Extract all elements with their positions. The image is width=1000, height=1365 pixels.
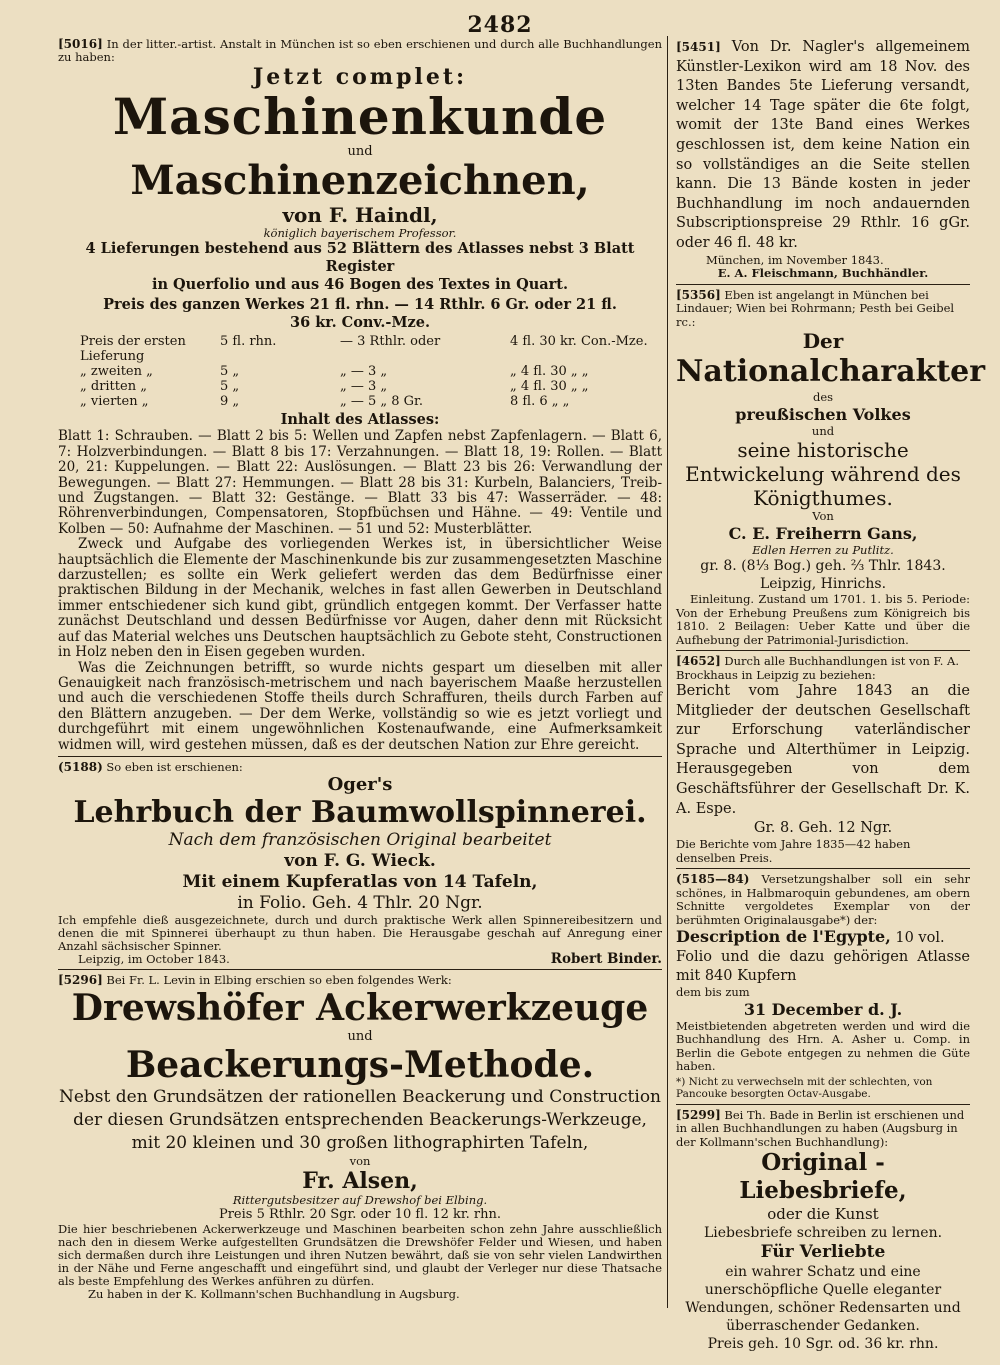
ad-title-2: Maschinenzeichnen, [130,157,590,205]
ad-subtitle-2: Liebesbriefe schreiben zu lernen. [703,1225,943,1242]
ad-place: München, im November 1843. [706,252,884,267]
ad-und: und [347,144,373,159]
ad-intro [58,761,662,774]
ad-author-role: Edlen Herren zu Putlitz. [752,542,894,557]
ad-baumwollspinnerei [58,761,662,966]
ad-intro-text: So eben ist erschienen: [106,759,243,774]
ad-price-total-2: 36 kr. Conv.-Mze. [289,314,431,332]
ad-paragraph-2: Was die Zeichnungen betrifft, so wurde nichts gespart um dieselben mit aller Genauigkeit nach französisch-metrischem und nach bayerischem Maaße herzustellen und auch die verschiedenen Stoffe theils durch Schraffuren, theils durch Farben auf den Blättern anzugeben. — Der dem Werke, vollständig so wie es jetzt vorliegt und durchgeführt mit einem ungewöhnlichen Kostenaufwande, eine Aufmerksamkeit widmen will, wird gestehen müssen, daß es der deutschen Nation zur Ehre gereicht. [58,659,662,753]
ad-divider [58,756,662,757]
ad-desc-title: Description de l'Egypte, [676,927,891,947]
ad-signer: E. A. Fleischmann, Buchhändler. [717,266,929,281]
ad-subtitle: seine historische Entwickelung während des Königthumes. [685,438,961,511]
ad-ref: [5356] [676,287,721,302]
ad-text-3: dem bis zum [676,985,750,1000]
ad-desc-vol: 10 vol. [895,930,945,947]
price-row [80,334,662,364]
ad-intro [676,655,970,682]
ad-signature-row [58,950,662,967]
price-cell: 9 „ [220,394,240,410]
ad-text: Bericht vom Jahre 1843 an die Mitglieder der deutschen Gesellschaft zur Erforschung vaterländischer Sprache und Alterthümer in Leipzig. Herausgegeben von dem Geschäftsführer der Gesellschaft Dr. K. A. Espe. [676,683,970,817]
price-row [80,379,662,394]
ad-intro [676,1109,970,1150]
ad-title: Maschinenkunde [112,87,608,146]
ad-subtitle-1: oder die Kunst [767,1205,879,1224]
ad-title: Lehrbuch der Baumwollspinnerei. [73,794,647,830]
ad-maschinenkunde [58,38,662,753]
column-divider [667,36,668,1308]
ad-footnote: *) Nicht zu verwechseln mit der schlechten, von Pancouke besorgten Octav-Ausgabe. [676,1075,933,1101]
price-cell: „ — 3 „ [340,364,388,380]
ad-ref: [5451] [676,40,721,54]
ad-text [676,873,970,927]
page-number: 2482 [467,12,533,38]
ad-divider [676,1104,970,1105]
ad-pub-1: gr. 8. (8⅓ Bog.) geh. ⅔ Thlr. 1843. [700,558,946,575]
ad-ackerwerkzeuge [58,974,662,1301]
ad-author: von F. Haindl, [282,203,438,228]
ad-intro [676,289,970,330]
ad-von: von [349,1154,371,1169]
ad-text: ein wahrer Schatz und eine unerschöpfliche Quelle eleganter Wendungen, schöner Redensarten und überraschender Gedanken. [685,1264,961,1335]
price-cell: 5 „ [220,379,240,395]
ad-ref: [4652] [676,654,721,669]
ad-detail-1: 4 Lieferungen bestehend aus 52 Blättern des Atlasses nebst 3 Blatt Register [85,240,635,276]
price-cell: „ 4 fl. 30 „ „ [510,379,589,395]
ad-intro-text: Durch alle Buchhandlungen ist von F. A. Brockhaus in Leipzig zu beziehen: [676,654,959,682]
ad-und: und [347,1028,373,1044]
price-cell: 5 „ [220,364,240,380]
price-cell: Preis der ersten Lieferung [80,334,186,365]
ad-subtitle: Nebst den Grundsätzen der rationellen Beackerung und Construction der diesen Grundsätzen entsprechenden Beackerungs-Werkzeuge, mit 20 kleinen und 30 großen lithographirten Tafeln, [58,1087,661,1154]
ad-volk: preußischen Volkes [735,404,911,424]
ad-text-body: Von Dr. Nagler's allgemeinem Künstler-Lexikon wird am 18 Nov. des 13ten Bandes 5te Lieferung versandt, welcher 14 Tage später die 6te folgt, womit der 13te Band eines Werkes geschlossen ist, dem keine Nation ein so vollständiges an die Seite stellen kann. Die 13 Bände kosten in jeder Buchhandlung im noch andauernden Subscriptionspreise 29 Rthlr. 16 gGr. oder 46 fl. 48 kr. [676,39,970,251]
ad-note: Ich empfehle dieß ausgezeichnete, durch und durch praktische Werk allen Spinnereibesitzern und denen die mit Spinnerei überhaupt zu thun haben. Die Herausgabe geschah auf Anregung einer Anzahl sächsischer Spinner. [58,912,662,953]
ad-liebesbriefe [676,1109,970,1354]
ad-des: des [812,390,834,405]
ad-author: Oger's [327,773,393,795]
left-column [58,38,662,1301]
ad-pub-2: Leipzig, Hinrichs. [759,576,887,593]
price-cell: „ — 5 „ 8 Gr. [340,394,423,410]
right-column [676,38,986,1353]
price-row [80,394,662,409]
ad-title: Nationalcharakter [676,354,986,390]
price-cell: 4 fl. 30 kr. Con.-Mze. [510,334,648,350]
ad-description-egypte [676,873,970,1101]
ad-author: C. E. Freiherrn Gans, [728,523,918,543]
price-cell: „ dritten „ [80,379,147,395]
price-cell: 5 fl. rhn. [220,334,277,350]
price-cell: „ vierten „ [80,394,149,410]
ad-intro [58,38,662,64]
ad-intro-text: Bei Th. Bade in Berlin ist erschienen und in allen Buchhandlungen zu haben (Augsburg in der Kollmann'schen Buchhandlung): [676,1107,965,1149]
ad-signer: Robert Binder. [550,950,662,967]
ad-date: 31 December d. J. [743,999,903,1019]
ad-text [676,38,970,254]
ad-text-4: Meistbietenden abgetreten werden und wird die Buchhandlung des Hrn. A. Asher u. Comp. in Berlin die Gebote entgegen zu nehmen die Güte haben. [676,1018,970,1074]
price-cell: 8 fl. 6 „ „ [510,394,570,410]
ad-subtitle-3: Für Verliebte [760,1242,886,1263]
ad-text-body: Versetzungshalber soll ein sehr schönes, in Halbmaroquin gebundenes, am obern Schnitte vergoldetes Exemplar von der berühmten Originalausgabe*) der: [676,872,970,927]
ad-title: Drewshöfer Ackerwerkzeuge [71,986,649,1029]
ad-der: Der [802,329,844,354]
ad-price-total-1: Preis des ganzen Werkes 21 fl. rhn. — 14 Rthlr. 6 Gr. oder 21 fl. [103,296,617,314]
ad-subtitle-1: Nach dem französischen Original bearbeitet [168,829,552,850]
ad-paragraph-1: Zweck und Aufgabe des vorliegenden Werkes ist, in übersichtlicher Weise hauptsächlich die Elemente der Maschinenkunde bis zur zusammengesetzten Maschine darzustellen; es sollte ein Werk geliefert werden das dem Bedürfnisse einer praktischen Bildung in der Mechanik, welches in fast allen Gewerben in Deutschland immer entschiedener sich kund gibt, gründlich entgegen kommt. Der Verfasser hatte zunächst Deutschland und dessen Bedürfnisse vor Augen, daher denn mit Rücksicht auf das Material welches uns Deutschen hauptsächlich zu Gebote steht, Constructionen in Holz neben den in Eisen gegeben wurden. [58,536,662,661]
ad-price: Preis geh. 10 Sgr. od. 36 kr. rhn. [707,1336,939,1353]
ad-intro [58,974,662,987]
price-cell: „ zweiten „ [80,364,153,380]
ad-title-2: Beackerungs-Methode. [125,1044,595,1087]
ad-intro-text: Eben ist angelangt in München bei Lindauer; Wien bei Rohrmann; Pesth bei Geibel rc.: [676,287,955,329]
contents-text: Blatt 1: Schrauben. — Blatt 2 bis 5: Wellen und Zapfen nebst Zapfenlagern. — Blatt 6, 7: Holzverbindungen. — Blatt 8 bis 17: Verzahnungen. — Blatt 18, 19: Rollen. — Blatt 20, 21: Kuppelungen. — Blatt 22: Auslösungen. — Blatt 23 bis 26: Verwandlung der Bewegungen. — Blatt 27: Hemmungen. — Blatt 28 bis 31: Kurbeln, Balanciers, Treib- und Zugstangen. — Blatt 32: Gestänge. — Blatt 33 bis 47: Wasserräder. — 48: Röhrenverbindungen, Compensatoren, Stopfbüchsen und Hähne. — 49: Ventile und Kolben — 50: Aufnahme der Maschinen. — 51 und 52: Musterblätter. [58,428,662,537]
ad-ref: [5016] [58,37,103,51]
price-cell: „ 4 fl. 30 „ „ [510,364,589,380]
ad-subtitle-4: in Folio. Geh. 4 Thlr. 20 Ngr. [237,892,483,913]
ad-availability: Zu haben in der K. Kollmann'schen Buchhandlung in Augsburg. [88,1287,460,1302]
ad-kuenstler-lexikon [676,38,970,281]
ad-author-role: Rittergutsbesitzer auf Drewshof bei Elbing. [232,1193,488,1208]
ad-text-2: Folio und die dazu gehörigen Atlasse mit 840 Kupfern [676,949,970,985]
ad-price: Preis 5 Rthlr. 20 Sgr. oder 10 fl. 12 kr. rhn. [218,1207,502,1223]
ad-detail-2: in Querfolio und aus 46 Bogen des Textes in Quart. [151,276,569,294]
price-cell: — 3 Rthlr. oder [340,334,441,350]
price-cell: „ — 3 „ [340,379,388,395]
ad-divider [58,969,662,970]
ad-note: Die hier beschriebenen Ackerwerkzeuge und Maschinen bearbeiten schon zehn Jahre ausschließlich nach den in diesem Werke aufgestellten Grundsätzen die Drewshöfer Felder und Wiesen, und haben sich dermaßen durch ihre Leistungen und ihren Nutzen bewährt, daß sie von sehr vielen Landwirthen in der Nähe und Ferne angeschafft und eingeführt sind, und glaubt der Verleger nur diese Thatsache als beste Empfehlung des Werkes anführen zu dürfen. [58,1222,662,1289]
ad-subtitle-3: Mit einem Kupferatlas von 14 Tafeln, [182,871,538,892]
ad-divider [676,284,970,285]
ad-von: Von [812,509,834,524]
ad-author-role: königlich bayerischem Professor. [263,226,457,241]
ad-price: Gr. 8. Geh. 12 Ngr. [753,820,893,837]
price-table [80,334,662,409]
ad-banner: Jetzt complet: [252,64,468,90]
ad-nationalcharakter [676,287,986,648]
ad-subtitle-2: von F. G. Wieck. [284,850,436,871]
ad-intro-text: Bei Fr. L. Levin in Elbing erschien so eben folgendes Werk: [106,972,452,987]
ad-und: und [811,423,835,438]
ad-ref: [5296] [58,972,103,987]
ad-ref: (5188) [58,759,103,774]
ad-divider [676,868,970,869]
contents-heading: Inhalt des Atlasses: [280,411,440,429]
ad-ref: [5299] [676,1107,721,1122]
ad-author: Fr. Alsen, [302,1168,418,1195]
ad-divider [676,650,970,651]
ad-toc: Einleitung. Zustand um 1701. 1. bis 5. Periode: Von der Erhebung Preußens zum Königreich bis 1810. 2 Beilagen: Ueber Katte und über die Aufhebung der Patrimonial-Jurisdiction. [676,592,970,647]
ad-ref: (5185—84) [676,872,750,887]
ad-place: Leipzig, im October 1843. [78,951,230,966]
ad-note: Die Berichte vom Jahre 1835—42 haben denselben Preis. [676,837,911,865]
ad-desc-line [676,927,970,948]
ad-bericht [676,655,970,865]
price-row [80,364,662,379]
ad-intro-text: In der litter.-artist. Anstalt in München ist so eben erschienen und durch alle Buchhandlungen zu haben: [58,37,663,64]
ad-title: Original - Liebesbriefe, [739,1149,907,1205]
